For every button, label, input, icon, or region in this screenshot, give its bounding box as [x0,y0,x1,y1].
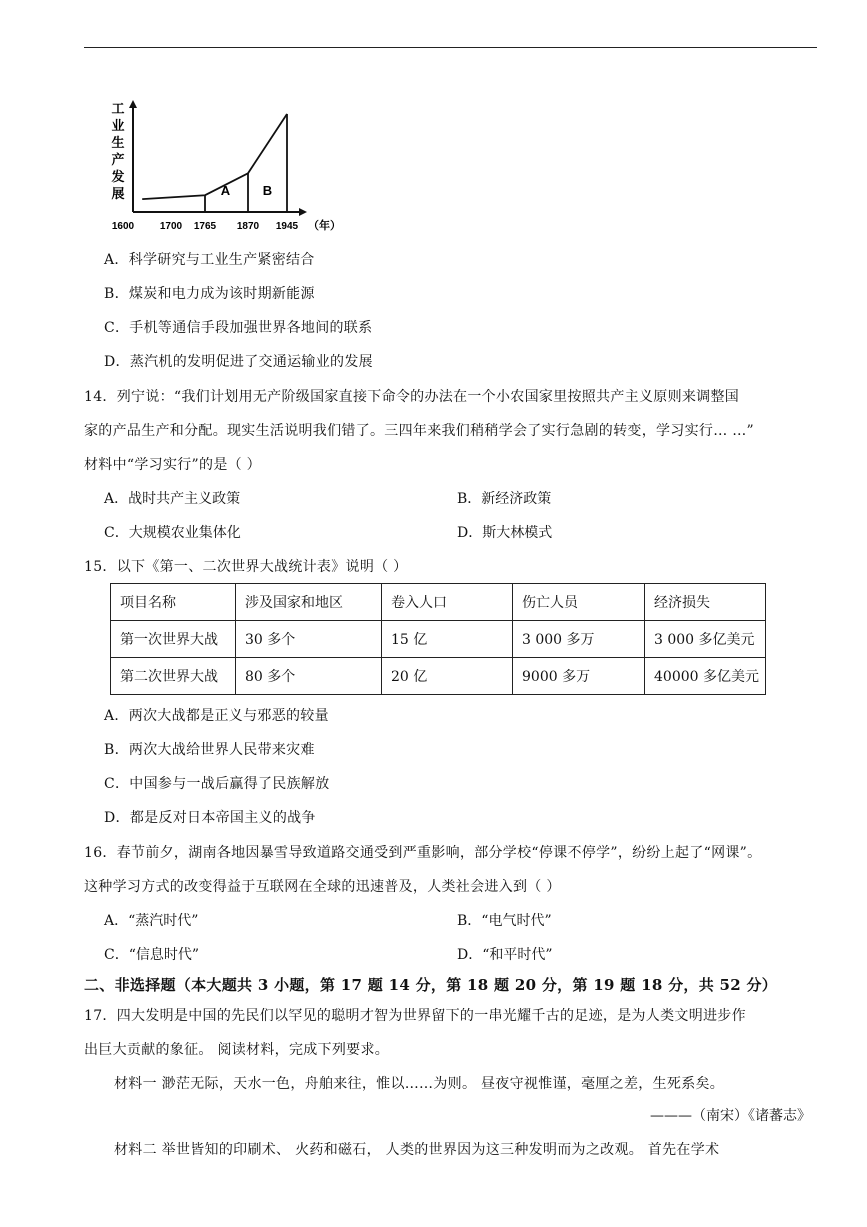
q15-option-d: D．都是反对日本帝国主义的战争 [104,810,316,826]
q17-material-1: 材料一 渺茫无际，天水一色，舟舶来往，惟以……为则。 昼夜守视惟谨，毫厘之差，生死系矣。 [114,1076,725,1092]
table-cell: 80 多个 [236,658,382,695]
q13-option-d: D．蒸汽机的发明促进了交通运输业的发展 [104,354,373,370]
table-cell: 15 亿 [382,621,513,658]
table-header-cell: 经济损失 [645,584,766,621]
q14-option-d: D．斯大林模式 [457,525,553,541]
table-cell: 第二次世界大战 [111,658,236,695]
q13-option-c: C．手机等通信手段加强世界各地间的联系 [104,320,373,336]
q16-option-c: C．“信息时代” [104,947,200,963]
header-rule [84,47,817,48]
y-axis-label-char: 工 [111,102,125,117]
table-header-row [111,584,766,621]
q17-source-1: ———（南宋）《诸蕃志》 [650,1108,811,1124]
q15-option-a: A．两次大战都是正义与邪恶的较量 [104,708,329,724]
q14-stem-line2: 家的产品生产和分配。现实生活说明我们错了。三四年来我们稍稍学会了实行急剧的转变，学习实行… …” [84,423,755,439]
section-heading: 二、非选择题（本大题共 3 小题，第 17 题 14 分，第 18 题 20 分，第 19 题 18 分，共 52 分） [84,976,778,994]
q13-option-a: A．科学研究与工业生产紧密结合 [104,252,315,268]
q14-option-a: A．战时共产主义政策 [104,491,241,507]
y-axis-label-char: 产 [111,153,125,168]
y-axis-arrow [129,100,137,108]
x-axis-unit: （年） [308,219,341,232]
y-axis-label-char: 发 [111,170,125,185]
table-cell: 3 000 多万 [513,621,645,658]
x-axis-arrow [299,208,307,216]
table-header-cell: 伤亡人员 [513,584,645,621]
q16-stem-line1: 16．春节前夕，湖南各地因暴雪导致道路交通受到严重影响，部分学校“停课不停学”，纷纷上起了“网课”。 [84,845,762,861]
q16-option-a: A．“蒸汽时代” [104,913,199,929]
table-cell: 第一次世界大战 [111,621,236,658]
table-cell: 40000 多亿美元 [645,658,766,695]
table-header-cell: 卷入人口 [382,584,513,621]
x-tick-label: 1765 [193,221,217,232]
q14-stem-line3: 材料中“学习实行”的是（ ） [84,457,261,473]
q15-option-c: C．中国参与一战后赢得了民族解放 [104,776,330,792]
q16-option-b: B．“电气时代” [457,913,552,929]
region-label-a: A [220,183,231,198]
table-cell: 30 多个 [236,621,382,658]
table-header-cell: 项目名称 [111,584,236,621]
q15-option-b: B．两次大战给世界人民带来灾难 [104,742,315,758]
q16-option-d: D．“和平时代” [457,947,553,963]
table-row [111,658,766,695]
x-tick-label: 1600 [111,221,135,232]
q17-stem-line1: 17．四大发明是中国的先民们以罕见的聪明才智为世界留下的一串光耀千古的足迹，是为人类文明进步作 [84,1008,746,1024]
q14-stem-line1: 14．列宁说：“我们计划用无产阶级国家直接下命令的办法在一个小农国家里按照共产主义原则来调整国 [84,389,740,405]
q17-stem-line2: 出巨大贡献的象征。 阅读材料，完成下列要求。 [84,1042,390,1058]
table-row [111,621,766,658]
x-tick-label: 1700 [159,221,183,232]
q14-option-b: B．新经济政策 [457,491,552,507]
table-header-cell: 涉及国家和地区 [236,584,382,621]
table-cell: 3 000 多亿美元 [645,621,766,658]
table-cell: 20 亿 [382,658,513,695]
y-axis-label-char: 生 [111,136,125,151]
x-tick-label: 1870 [236,221,260,232]
x-tick-label: 1945 [275,221,299,232]
region-label-b: B [262,183,273,198]
q15-stem: 15．以下《第一、二次世界大战统计表》说明（ ） [84,559,408,575]
table-cell: 9000 多万 [513,658,645,695]
y-axis-label-char: 业 [111,119,125,134]
war-statistics-table [110,583,766,695]
q16-stem-line2: 这种学习方式的改变得益于互联网在全球的迅速普及，人类社会进入到（ ） [84,879,561,895]
q17-material-2: 材料二 举世皆知的印刷术、 火药和磁石， 人类的世界因为这三种发明而为之改观。 首先在学术 [114,1142,720,1158]
q13-option-b: B．煤炭和电力成为该时期新能源 [104,286,315,302]
industrial-production-chart [105,95,365,235]
y-axis-label-char: 展 [111,187,125,202]
q14-option-c: C．大规模农业集体化 [104,525,241,541]
